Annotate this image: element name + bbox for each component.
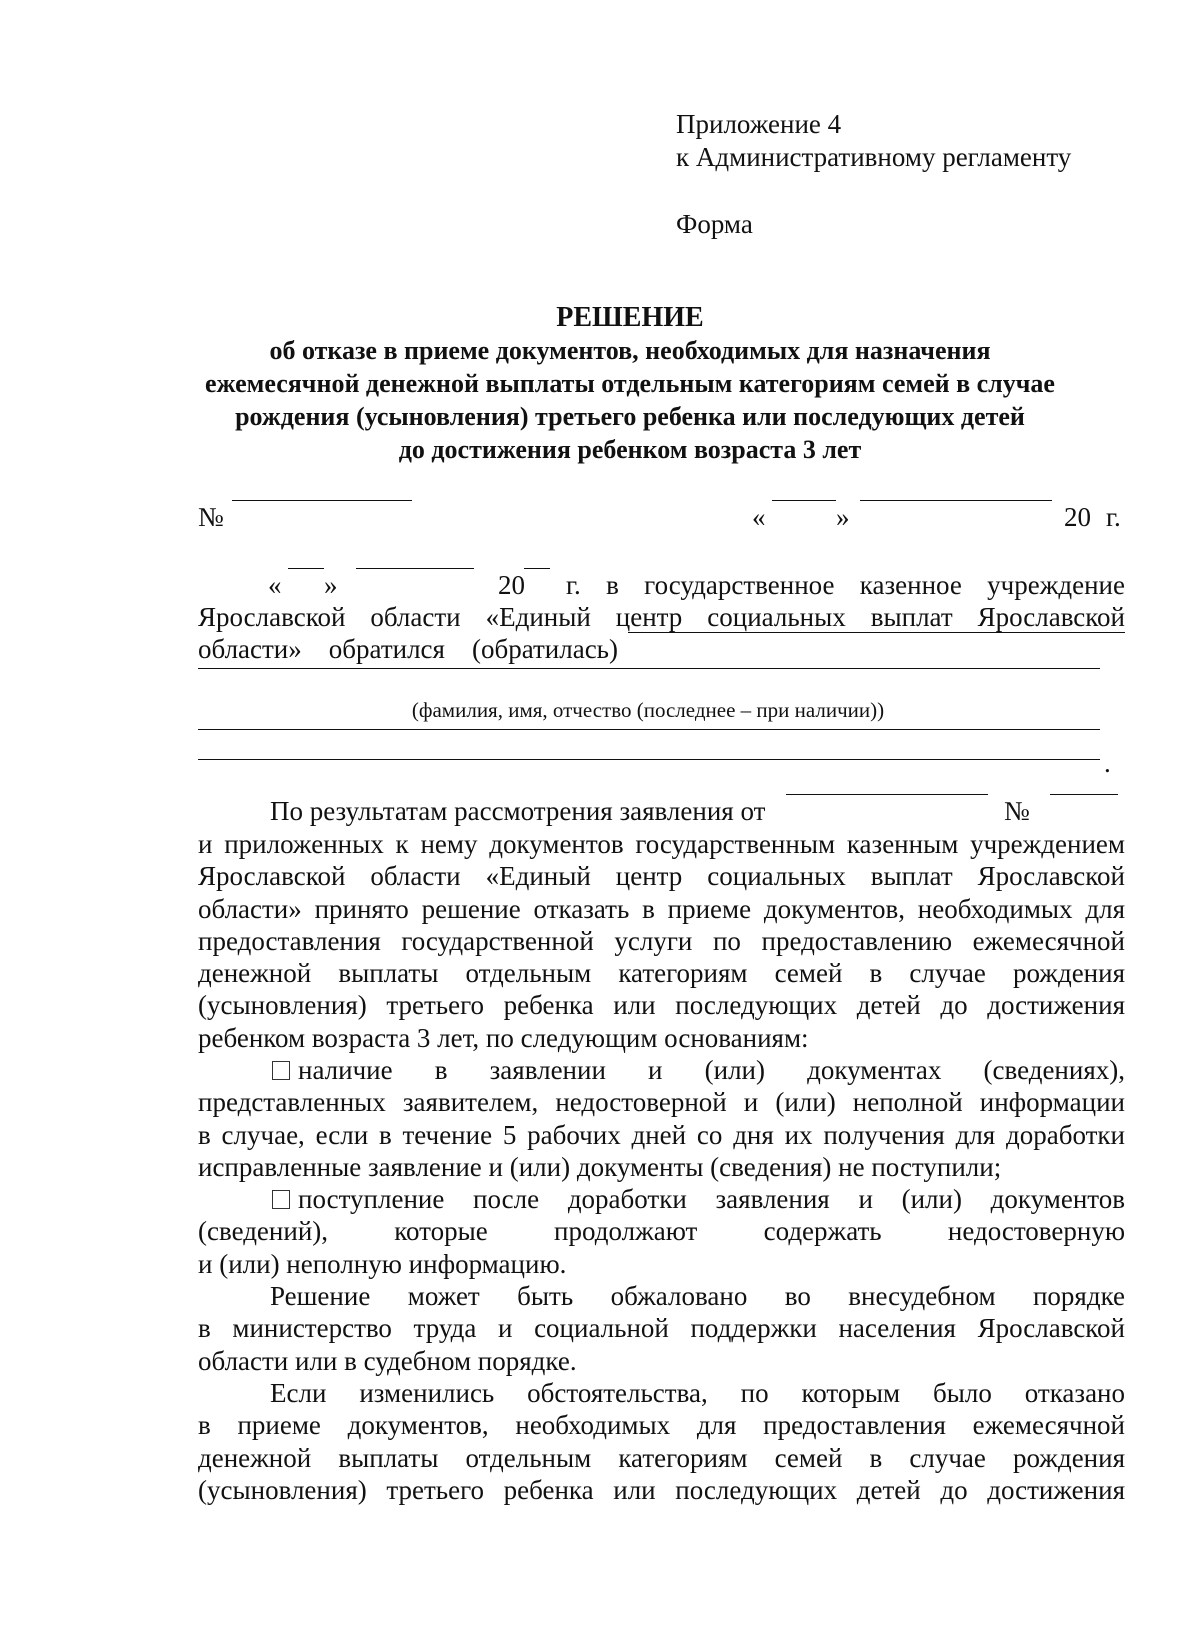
- document-title: [150, 301, 1110, 466]
- result-no-sign: №: [1004, 796, 1030, 826]
- result-line-5: денежной выплаты отдельным категориям семей в случае рождения: [198, 958, 1125, 989]
- date-day-field[interactable]: [772, 500, 836, 501]
- title-line-2: ежемесячной денежной выплаты отдельным категориям семей в случае: [205, 369, 1055, 398]
- intro-year-field[interactable]: [524, 568, 550, 569]
- appendix-line-1: Приложение 4: [676, 109, 842, 139]
- appendix-line-2: к Административному регламенту: [676, 142, 1072, 172]
- applicant-name-field[interactable]: [628, 632, 1125, 633]
- applicant-info-line-2[interactable]: [198, 759, 1100, 760]
- form-label: Форма: [676, 209, 753, 239]
- result-body: [198, 828, 1125, 1054]
- result-line-3: области» принято решение отказать в приеме документов, необходимых для: [198, 893, 1125, 924]
- title-main: РЕШЕНИЕ: [556, 302, 704, 333]
- intro-year-prefix: 20: [498, 570, 525, 600]
- date-year-suffix: г.: [1106, 502, 1121, 532]
- appeal-paragraph: [198, 1280, 1125, 1377]
- appeal-first: Решение может быть обжаловано во внесудебном порядке: [270, 1281, 1125, 1311]
- ground-2-last: и (или) неполную информацию.: [198, 1248, 567, 1279]
- intro-month-field[interactable]: [356, 568, 474, 569]
- ground-2-checkbox[interactable]: [272, 1190, 290, 1209]
- number-sign: №: [198, 502, 224, 532]
- result-lead: По результатам рассмотрения заявления от: [270, 796, 766, 826]
- applicant-name-line-2[interactable]: [198, 668, 1100, 669]
- ground-1-first: наличие в заявлении и (или) документах (сведениях),: [298, 1055, 1125, 1085]
- number-field[interactable]: [232, 500, 412, 501]
- date-month-field[interactable]: [860, 500, 1052, 501]
- changed-first: Если изменились обстоятельства, по которым было отказано: [270, 1378, 1125, 1408]
- name-caption: (фамилия, имя, отчество (последнее – при наличии)): [411, 698, 885, 722]
- title-line-3: рождения (усыновления) третьего ребенка или последующих детей: [235, 402, 1025, 431]
- date-year-prefix: 20: [1064, 502, 1091, 532]
- ground-1-line-1: представленных заявителем, недостоверной и (или) неполной информации: [198, 1087, 1125, 1118]
- ground-2: [198, 1183, 1125, 1280]
- intro-day-field[interactable]: [288, 568, 324, 569]
- ground-1-last: исправленные заявление и (или) документы (сведения) не поступили;: [198, 1151, 1002, 1182]
- end-dot: .: [1104, 748, 1111, 778]
- result-line-4: предоставления государственной услуги по предоставлению ежемесячной: [198, 925, 1125, 956]
- ground-1-checkbox[interactable]: [272, 1061, 290, 1080]
- result-line-2: Ярославской области «Единый центр социальных выплат Ярославской: [198, 861, 1125, 892]
- result-line-1: и приложенных к нему документов государственным казенным учреждением: [198, 829, 1125, 859]
- changed-line-2: денежной выплаты отдельным категориям семей в случае рождения: [198, 1442, 1125, 1473]
- changed-line-1: в приеме документов, необходимых для предоставления ежемесячной: [198, 1410, 1125, 1441]
- applicant-info-line-1[interactable]: [198, 729, 1100, 730]
- appeal-last: области или в судебном порядке.: [198, 1345, 577, 1376]
- changed-line-3: (усыновления) третьего ребенка или последующих детей до достижения: [198, 1474, 1125, 1505]
- intro-text-a: г. в государственное казенное учреждение: [566, 570, 1125, 600]
- application-number-field[interactable]: [1050, 794, 1118, 795]
- ground-1: [198, 1054, 1125, 1183]
- ground-2-first: поступление после доработки заявления и (или) документов: [298, 1184, 1125, 1214]
- intro-quote-open: «: [268, 570, 282, 600]
- result-line-6: (усыновления) третьего ребенка или последующих детей до достижения: [198, 990, 1125, 1021]
- result-line-7: ребенком возраста 3 лет, по следующим основаниям:: [198, 1022, 809, 1053]
- title-line-4: до достижения ребенком возраста 3 лет: [398, 435, 862, 464]
- appendix-note: [676, 108, 1071, 174]
- intro-line-3: области» обратился (обратилась): [198, 634, 618, 664]
- application-date-field[interactable]: [786, 794, 988, 795]
- date-quote-open: «: [752, 502, 766, 532]
- intro-line-2: Ярославской области «Единый центр социальных выплат Ярославской: [198, 602, 1125, 632]
- date-quote-close: »: [836, 502, 850, 532]
- ground-1-line-2: в случае, если в течение 5 рабочих дней со дня их получения для доработки: [198, 1119, 1125, 1150]
- appeal-line-1: в министерство труда и социальной поддержки населения Ярославской: [198, 1313, 1125, 1344]
- title-line-1: об отказе в приеме документов, необходимых для назначения: [269, 336, 991, 365]
- ground-2-line-1: (сведений), которые продолжают содержать недостоверную: [198, 1216, 1125, 1247]
- intro-quote-close: »: [324, 570, 338, 600]
- changed-paragraph: [198, 1377, 1125, 1506]
